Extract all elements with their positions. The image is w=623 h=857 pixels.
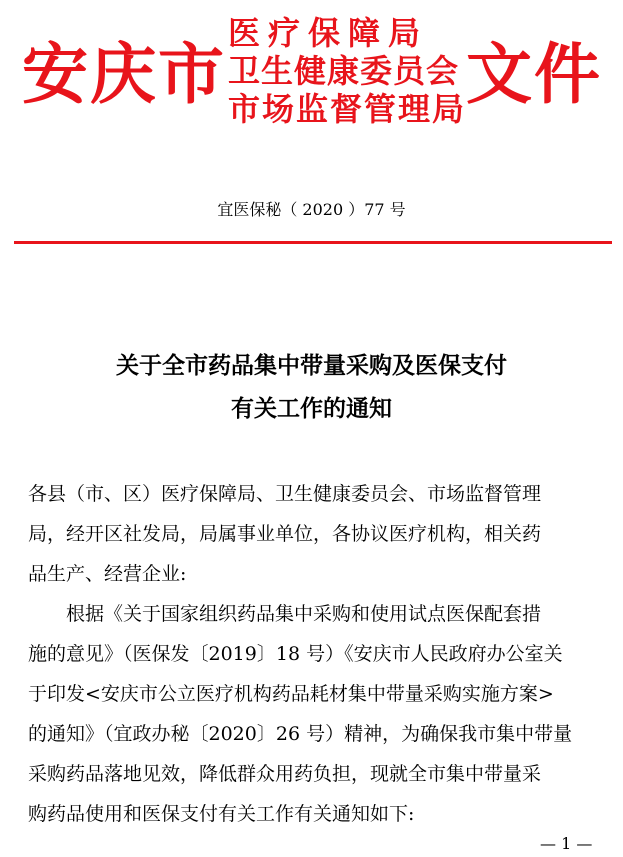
body-line: 局，经开区社发局，局属事业单位，各协议医疗机构，相关药	[28, 523, 542, 545]
body-line: 各县（市、区）医疗保障局、卫生健康委员会、市场监督管理	[28, 483, 542, 505]
body-line: 根据《关于国家组织药品集中采购和使用试点医保配套措	[28, 603, 542, 625]
body-line: 品生产、经营企业:	[28, 563, 187, 585]
page-number: — 1 —	[540, 834, 593, 853]
header-agencies	[228, 14, 468, 128]
body-line: 的通知》（宜政办秘〔2020〕26 号）精神，为确保我市集中带量	[28, 723, 573, 745]
header-divider	[14, 241, 612, 244]
body-line: 于印发<安庆市公立医疗机构药品耗材集中带量采购实施方案>	[28, 683, 554, 705]
header-agency-medical-security: 医疗保障局	[228, 14, 429, 52]
body-line: 购药品使用和医保支付有关工作有关通知如下:	[28, 803, 415, 825]
document-title-line-1: 关于全市药品集中带量采购及医保支付	[116, 352, 507, 379]
body-line: 采购药品落地见效，降低群众用药负担，现就全市集中带量采	[28, 763, 542, 785]
header-agency-health-commission: 卫生健康委员会	[228, 52, 460, 90]
body-line: 施的意见》（医保发〔2019〕18 号）《安庆市人民政府办公室关	[28, 643, 563, 665]
header-suffix: 文件	[466, 36, 602, 113]
header-city: 安庆市	[22, 36, 226, 113]
document-title-line-2: 有关工作的通知	[231, 395, 392, 422]
document-number: 宜医保秘（ 2020 ）77 号	[217, 200, 406, 219]
header-agency-market-supervision: 市场监督管理局	[228, 90, 467, 128]
